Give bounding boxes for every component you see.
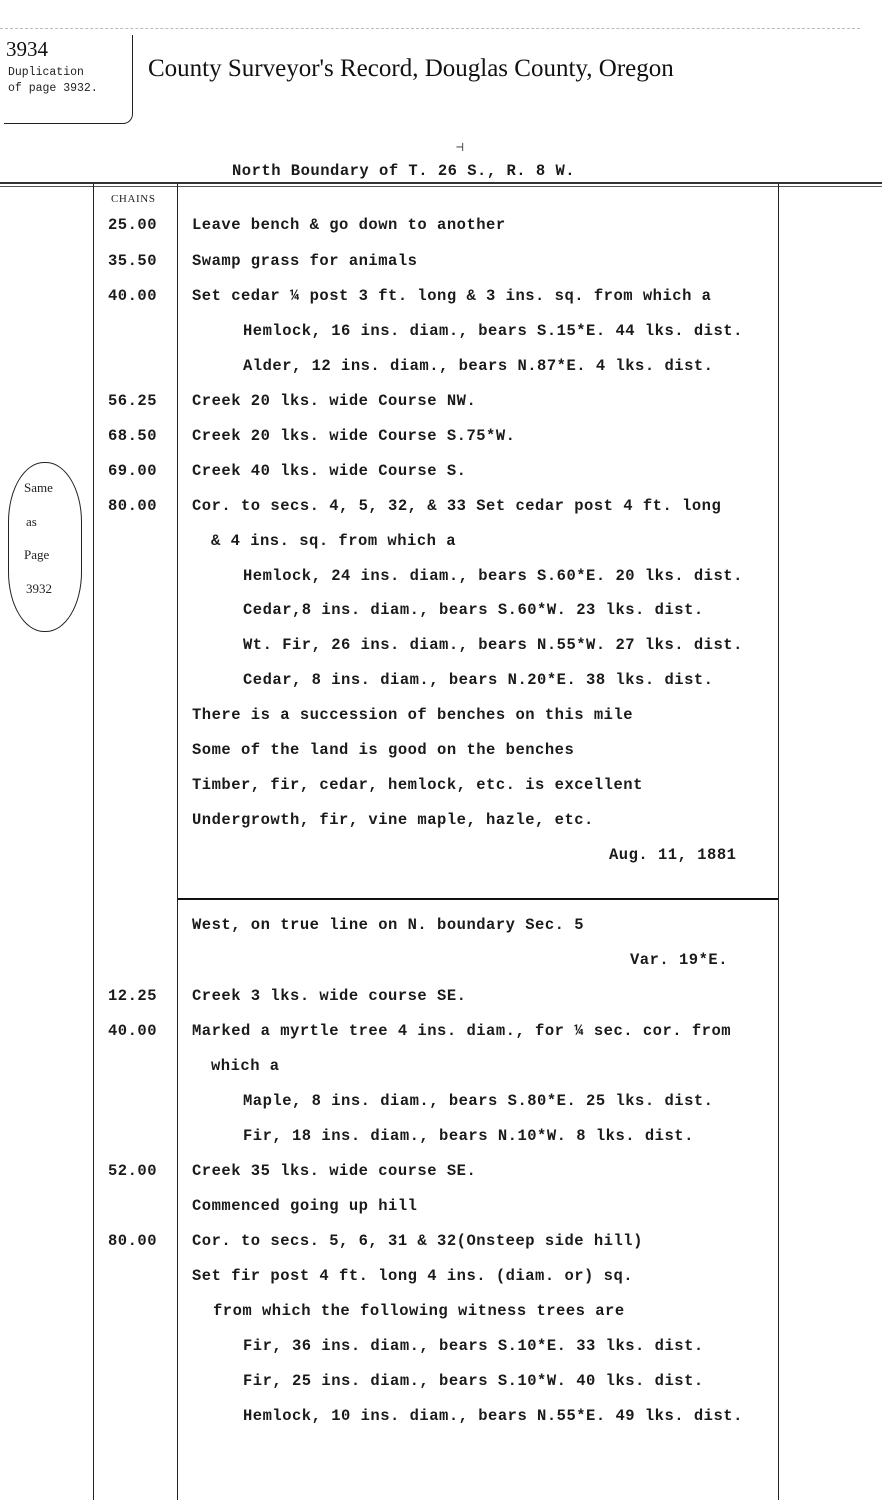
header-rule-secondary [0,186,882,187]
entry-text: & 4 ins. sq. from which a [211,532,457,550]
side-note-word: as [26,514,37,529]
entry-text: Creek 20 lks. wide Course S.75*W. [192,427,516,445]
entry-text: Cedar, 8 ins. diam., bears N.20*E. 38 lks. dist. [243,671,714,689]
page-number: 3934 [6,37,48,61]
entry-text: Set fir post 4 ft. long 4 ins. (diam. or) sq. [192,1267,634,1285]
side-note-word: Page [24,547,50,562]
entry-text: Some of the land is good on the benches [192,741,575,759]
side-note-word: Same [24,480,53,495]
section-divider-rule [178,898,778,900]
entry-text: Undergrowth, fir, vine maple, hazle, etc. [192,811,594,829]
entry-text: Hemlock, 24 ins. diam., bears S.60*E. 20 lks. dist. [243,567,743,585]
side-note-word: 3932 [26,581,52,596]
entry-text: Marked a myrtle tree 4 ins. diam., for ¼ sec. cor. from [192,1022,732,1040]
entry-text: Maple, 8 ins. diam., bears S.80*E. 25 lks. dist. [243,1092,714,1110]
page-note-line-1: Duplication [8,66,84,79]
chains-column-header: CHAINS [111,193,156,205]
entry-text: Creek 20 lks. wide Course NW. [192,392,477,410]
header-rule [0,182,882,184]
chains-column-line [177,184,178,1500]
entry-text: Cor. to secs. 5, 6, 31 & 32(Onsteep side hill) [192,1232,643,1250]
entry-text: Cedar,8 ins. diam., bears S.60*W. 23 lks. dist. [243,601,704,619]
entry-text: Fir, 25 ins. diam., bears S.10*W. 40 lks. dist. [243,1372,704,1390]
chain-value: 69.00 [108,462,158,480]
entry-text: from which the following witness trees are [213,1302,625,1320]
entry-text: Creek 40 lks. wide Course S. [192,462,467,480]
chain-value: 56.25 [108,392,158,410]
page-note-line-2: of page 3932. [8,82,98,95]
entry-text: which a [211,1057,280,1075]
entry-text: West, on true line on N. boundary Sec. 5 [192,916,585,934]
document-title: County Surveyor's Record, Douglas County, Oregon [148,55,674,82]
entry-text: Var. 19*E. [630,951,729,969]
entry-text: Swamp grass for animals [192,252,418,270]
chain-value: 40.00 [108,287,158,305]
entry-text: Creek 3 lks. wide course SE. [192,987,467,1005]
scan-mark: ⊣ [456,140,464,155]
entry-text: Creek 35 lks. wide course SE. [192,1162,477,1180]
entry-text: Alder, 12 ins. diam., bears N.87*E. 4 lks. dist. [243,357,714,375]
chain-value: 35.50 [108,252,158,270]
left-margin-line [93,184,94,1500]
right-margin-line [778,184,779,1500]
entry-date: Aug. 11, 1881 [609,846,737,864]
entry-text: Fir, 18 ins. diam., bears N.10*W. 8 lks. dist. [243,1127,694,1145]
chain-value: 68.50 [108,427,158,445]
section-title: North Boundary of T. 26 S., R. 8 W. [232,162,576,180]
entry-text: Commenced going up hill [192,1197,418,1215]
chain-value: 40.00 [108,1022,158,1040]
entry-text: Set cedar ¼ post 3 ft. long & 3 ins. sq. from which a [192,287,712,305]
chain-value: 80.00 [108,497,158,515]
entry-text: Hemlock, 16 ins. diam., bears S.15*E. 44 lks. dist. [243,322,743,340]
entry-text: Cor. to secs. 4, 5, 32, & 33 Set cedar post 4 ft. long [192,497,722,515]
chain-value: 52.00 [108,1162,158,1180]
entry-text: Fir, 36 ins. diam., bears S.10*E. 33 lks. dist. [243,1337,704,1355]
entry-text: Wt. Fir, 26 ins. diam., bears N.55*W. 27 lks. dist. [243,636,743,654]
entry-text: Timber, fir, cedar, hemlock, etc. is excellent [192,776,643,794]
chain-value: 12.25 [108,987,158,1005]
entry-text: Hemlock, 10 ins. diam., bears N.55*E. 49 lks. dist. [243,1407,743,1425]
chain-value: 25.00 [108,216,158,234]
entry-text: There is a succession of benches on this mile [192,706,634,724]
top-faint-rule [0,28,860,29]
chain-value: 80.00 [108,1232,158,1250]
entry-text: Leave bench & go down to another [192,216,506,234]
